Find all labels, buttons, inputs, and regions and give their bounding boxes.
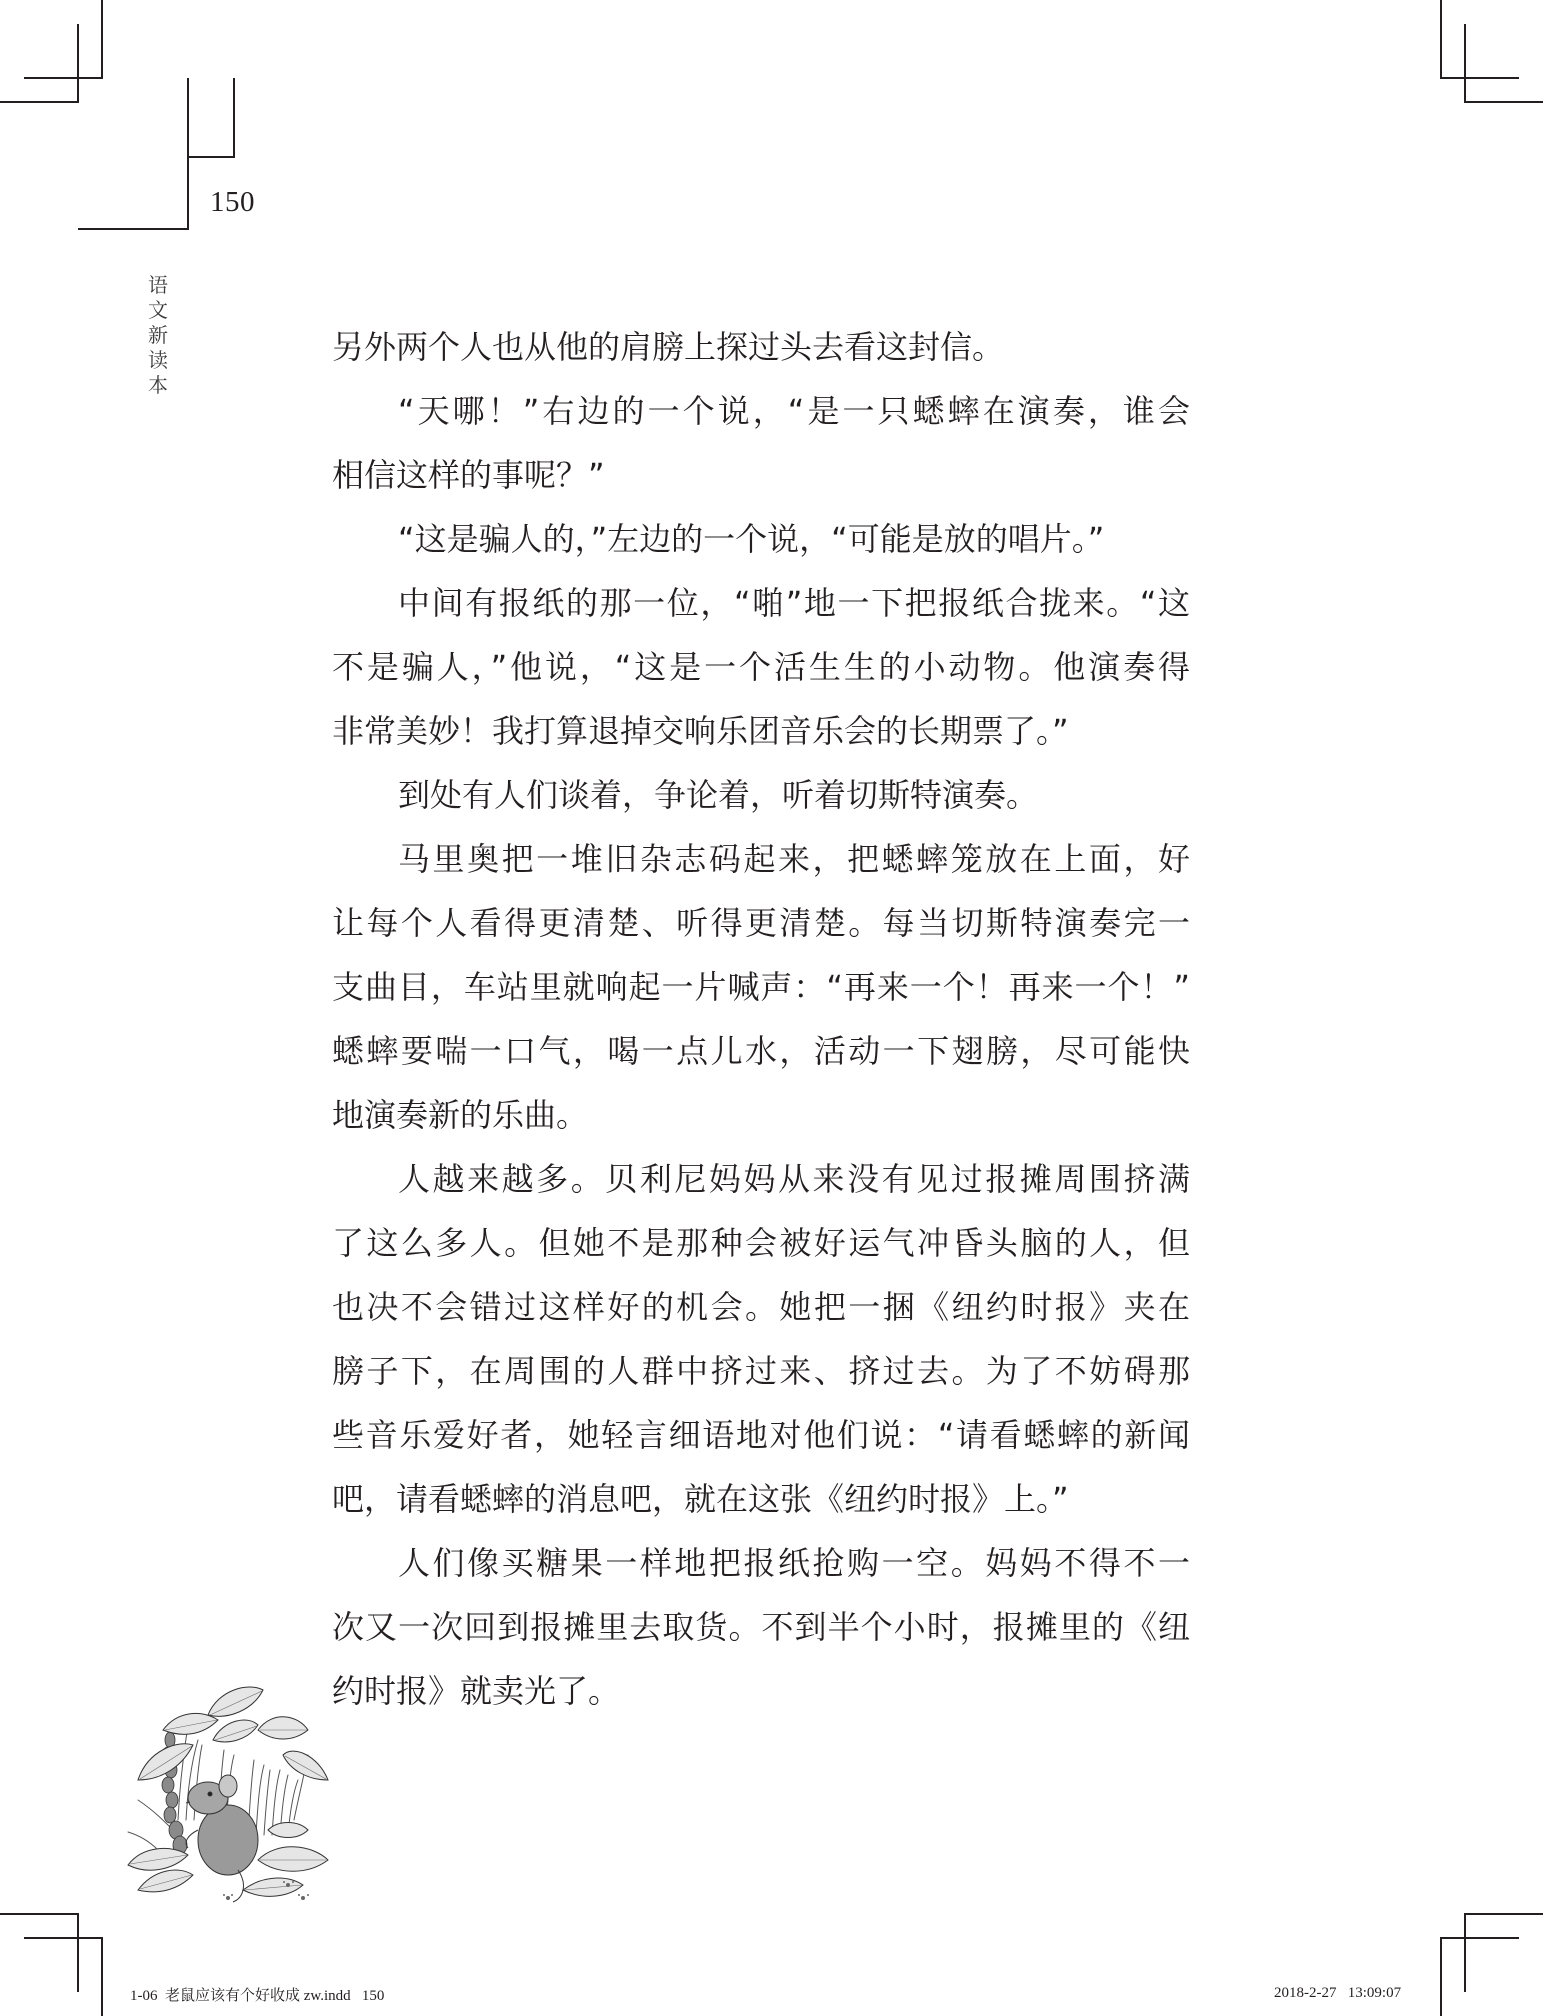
crop-mark: [1440, 77, 1519, 79]
body-text: [332, 315, 1190, 1723]
running-title: 语文新读本: [148, 273, 168, 397]
text-line: 相信这样的事呢？”: [332, 456, 605, 494]
text-line: 非常美妙！我打算退掉交响乐团音乐会的长期票了。”: [332, 712, 1069, 750]
crop-mark: [1464, 1913, 1543, 1915]
text-line: 了这么多人。但她不是那种会被好运气冲昏头脑的人，但: [332, 1224, 1190, 1262]
crop-mark: [101, 1937, 103, 2016]
crop-mark: [101, 0, 103, 79]
page-number: 150: [210, 186, 255, 218]
text-line: 些音乐爱好者，她轻言细语地对他们说：“请看蟋蟀的新闻: [332, 1416, 1190, 1454]
text-line: 也决不会错过这样好的机会。她把一捆《纽约时报》夹在: [332, 1288, 1190, 1326]
footer-timestamp: 2018-2-27 13:09:07: [1274, 1985, 1402, 2001]
text-line: 另外两个人也从他的肩膀上探过头去看这封信。: [332, 328, 1005, 366]
text-line: 地演奏新的乐曲。: [332, 1096, 589, 1134]
text-line: 马里奥把一堆旧杂志码起来，把蟋蟀笼放在上面，好: [398, 840, 1190, 878]
text-line: 吧，请看蟋蟀的消息吧，就在这张《纽约时报》上。”: [332, 1480, 1069, 1518]
text-line: 次又一次回到报摊里去取货。不到半个小时，报摊里的《纽: [332, 1608, 1190, 1646]
page-frame-line: [187, 156, 234, 158]
text-line: “这是骗人的，”左边的一个说，“可能是放的唱片。”: [398, 520, 1105, 558]
text-line: 不是骗人，”他说，“这是一个活生生的小动物。他演奏得: [332, 648, 1190, 686]
page-frame-line: [187, 78, 189, 230]
text-line: 中间有报纸的那一位，“啪”地一下把报纸合拢来。“这: [398, 584, 1190, 622]
text-line: 蟋蟀要喘一口气，喝一点儿水，活动一下翅膀，尽可能快: [332, 1032, 1190, 1070]
crop-mark: [77, 24, 79, 103]
crop-mark: [77, 1913, 79, 1992]
text-line: 让每个人看得更清楚、听得更清楚。每当切斯特演奏完一: [332, 904, 1190, 942]
text-line: 膀子下，在周围的人群中挤过来、挤过去。为了不妨碍那: [332, 1352, 1190, 1390]
text-line: “天哪！”右边的一个说，“是一只蟋蟀在演奏，谁会: [398, 392, 1190, 430]
crop-mark: [1440, 0, 1442, 79]
footer-file-label: 1-06 老鼠应该有个好收成 zw.indd 150: [130, 1988, 385, 2004]
crop-mark: [24, 1937, 103, 1939]
crop-mark: [24, 77, 103, 79]
mouse-illustration: [118, 1670, 343, 1905]
crop-mark: [0, 1913, 79, 1915]
crop-mark: [1464, 1913, 1466, 1992]
text-line: 支曲目，车站里就响起一片喊声：“再来一个！再来一个！”: [332, 968, 1190, 1006]
text-line: 约时报》就卖光了。: [332, 1672, 621, 1710]
crop-mark: [1464, 101, 1543, 103]
text-line: 人越来越多。贝利尼妈妈从来没有见过报摊周围挤满: [398, 1160, 1190, 1198]
crop-mark: [0, 101, 79, 103]
crop-mark: [1464, 24, 1466, 103]
page-frame-line: [233, 78, 235, 158]
text-line: 人们像买糖果一样地把报纸抢购一空。妈妈不得不一: [398, 1544, 1190, 1582]
text-line: 到处有人们谈着，争论着，听着切斯特演奏。: [398, 776, 1039, 814]
crop-mark: [1440, 1937, 1442, 2016]
page-frame-line: [78, 228, 189, 230]
crop-mark: [1440, 1937, 1519, 1939]
